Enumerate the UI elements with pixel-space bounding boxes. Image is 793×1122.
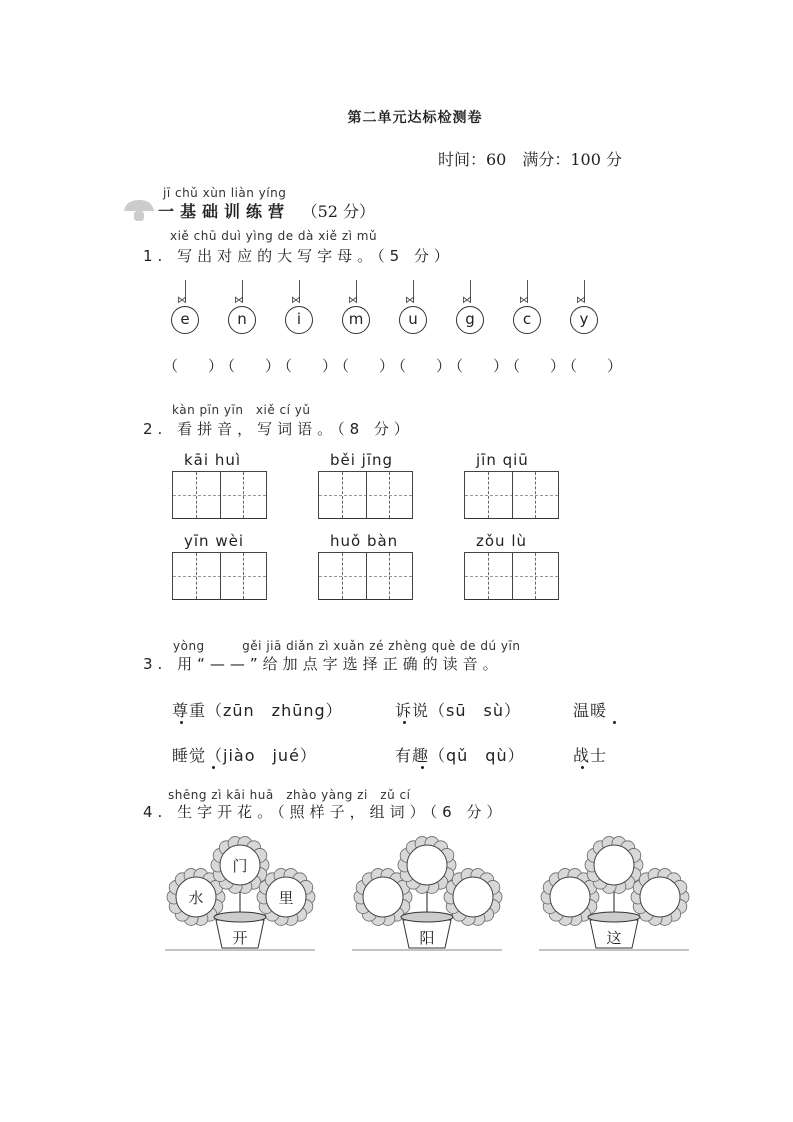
bow-icon: ⋈ (462, 295, 472, 306)
flower-center (640, 877, 680, 917)
answer-blank[interactable]: （ ） (391, 357, 452, 375)
letter-ornament: c (513, 306, 541, 334)
pot-character: 阳 (419, 929, 435, 947)
letter-ornament: u (399, 306, 427, 334)
pinyin-label: zǒu lù (476, 532, 527, 550)
answer-blank[interactable]: （ ） (334, 357, 395, 375)
pot-character: 这 (606, 929, 622, 947)
writing-grid[interactable] (172, 552, 267, 600)
bow-icon: ⋈ (405, 295, 415, 306)
bow-icon: ⋈ (519, 295, 529, 306)
emphasis-dot (581, 766, 584, 769)
answer-blank[interactable]: （ ） (163, 357, 224, 375)
word-flower-diagram (0, 820, 793, 960)
writing-grid[interactable] (464, 471, 559, 519)
flower-center (407, 845, 447, 885)
pronunciation-item[interactable]: 尊重（zūn zhūng） (172, 701, 343, 720)
emphasis-dot (403, 721, 406, 724)
answer-blank[interactable]: （ ） (505, 357, 566, 375)
pinyin-label: kāi huì (184, 451, 241, 469)
word-flower (352, 837, 502, 950)
pinyin-label: huǒ bàn (330, 532, 399, 550)
letter-ornament: i (285, 306, 313, 334)
flower-center (453, 877, 493, 917)
q3-text: 3. 用“——”给加点字选择正确的读音。 (143, 655, 503, 673)
q1-text: 1. 写出对应的大写字母。（5 分） (143, 247, 454, 265)
flower-center (363, 877, 403, 917)
pot-rim (401, 912, 453, 922)
q4-text: 4. 生字开花。（照样子，组词）（6 分） (143, 803, 507, 821)
page-title: 第二单元达标检测卷 (347, 110, 483, 126)
pinyin-label: jīn qiū (476, 451, 529, 469)
letter-ornament: e (171, 306, 199, 334)
bow-icon: ⋈ (177, 295, 187, 306)
bow-icon: ⋈ (291, 295, 301, 306)
word-flower (165, 837, 315, 950)
flower-center (550, 877, 590, 917)
pronunciation-item[interactable]: 诉说（sū sù） (395, 701, 521, 720)
answer-blank[interactable]: （ ） (277, 357, 338, 375)
emphasis-dot (421, 766, 424, 769)
writing-grid[interactable] (172, 471, 267, 519)
pronunciation-item[interactable]: 睡觉（jiào jué） (172, 746, 317, 765)
flower-character: 里 (278, 889, 294, 907)
flower-character: 门 (232, 857, 248, 875)
pot-character: 开 (232, 929, 248, 947)
emphasis-dot (212, 766, 215, 769)
q1-pinyin: xiě chū duì yìng de dà xiě zì mǔ (170, 229, 378, 243)
answer-blank[interactable]: （ ） (562, 357, 623, 375)
pot-rim (214, 912, 266, 922)
bow-icon: ⋈ (348, 295, 358, 306)
letter-ornament: m (342, 306, 370, 334)
section1-heading (158, 199, 375, 222)
word-flower (539, 837, 689, 950)
q3-pinyin: yòng gěi jiā diǎn zì xuǎn zé zhèng què de dú yīn (173, 639, 521, 653)
q2-text: 2. 看拼音，写词语。（8 分） (143, 420, 414, 438)
section1-score: （52 分） (301, 202, 376, 221)
q2-pinyin: kàn pīn yīn xiě cí yǔ (172, 403, 311, 417)
writing-grid[interactable] (318, 552, 413, 600)
pinyin-label: běi jīng (330, 451, 394, 469)
time-score-info: 时间：60 满分：100 分 (438, 150, 622, 169)
emphasis-dot (613, 721, 616, 724)
letter-ornament: g (456, 306, 484, 334)
letter-ornament: y (570, 306, 598, 334)
pronunciation-item[interactable]: 有趣（qǔ qù） (395, 746, 525, 765)
bow-icon: ⋈ (234, 295, 244, 306)
pronunciation-item[interactable]: 温暖 (573, 701, 608, 720)
pronunciation-item[interactable]: 战士 (573, 746, 608, 765)
writing-grid[interactable] (318, 471, 413, 519)
flower-center (594, 845, 634, 885)
pot-rim (588, 912, 640, 922)
section1-label: 一基础训练营 (158, 202, 291, 221)
emphasis-dot (180, 721, 183, 724)
pinyin-label: yīn wèi (184, 532, 244, 550)
section1-pinyin: jī chǔ xùn liàn yíng (163, 186, 287, 200)
q4-pinyin: shēng zì kāi huā zhào yàng zi zǔ cí (168, 788, 411, 802)
mushroom-icon (122, 199, 156, 223)
flower-character: 水 (188, 889, 204, 907)
answer-blank[interactable]: （ ） (448, 357, 509, 375)
answer-blank[interactable]: （ ） (220, 357, 281, 375)
bow-icon: ⋈ (576, 295, 586, 306)
letter-ornament: n (228, 306, 256, 334)
writing-grid[interactable] (464, 552, 559, 600)
